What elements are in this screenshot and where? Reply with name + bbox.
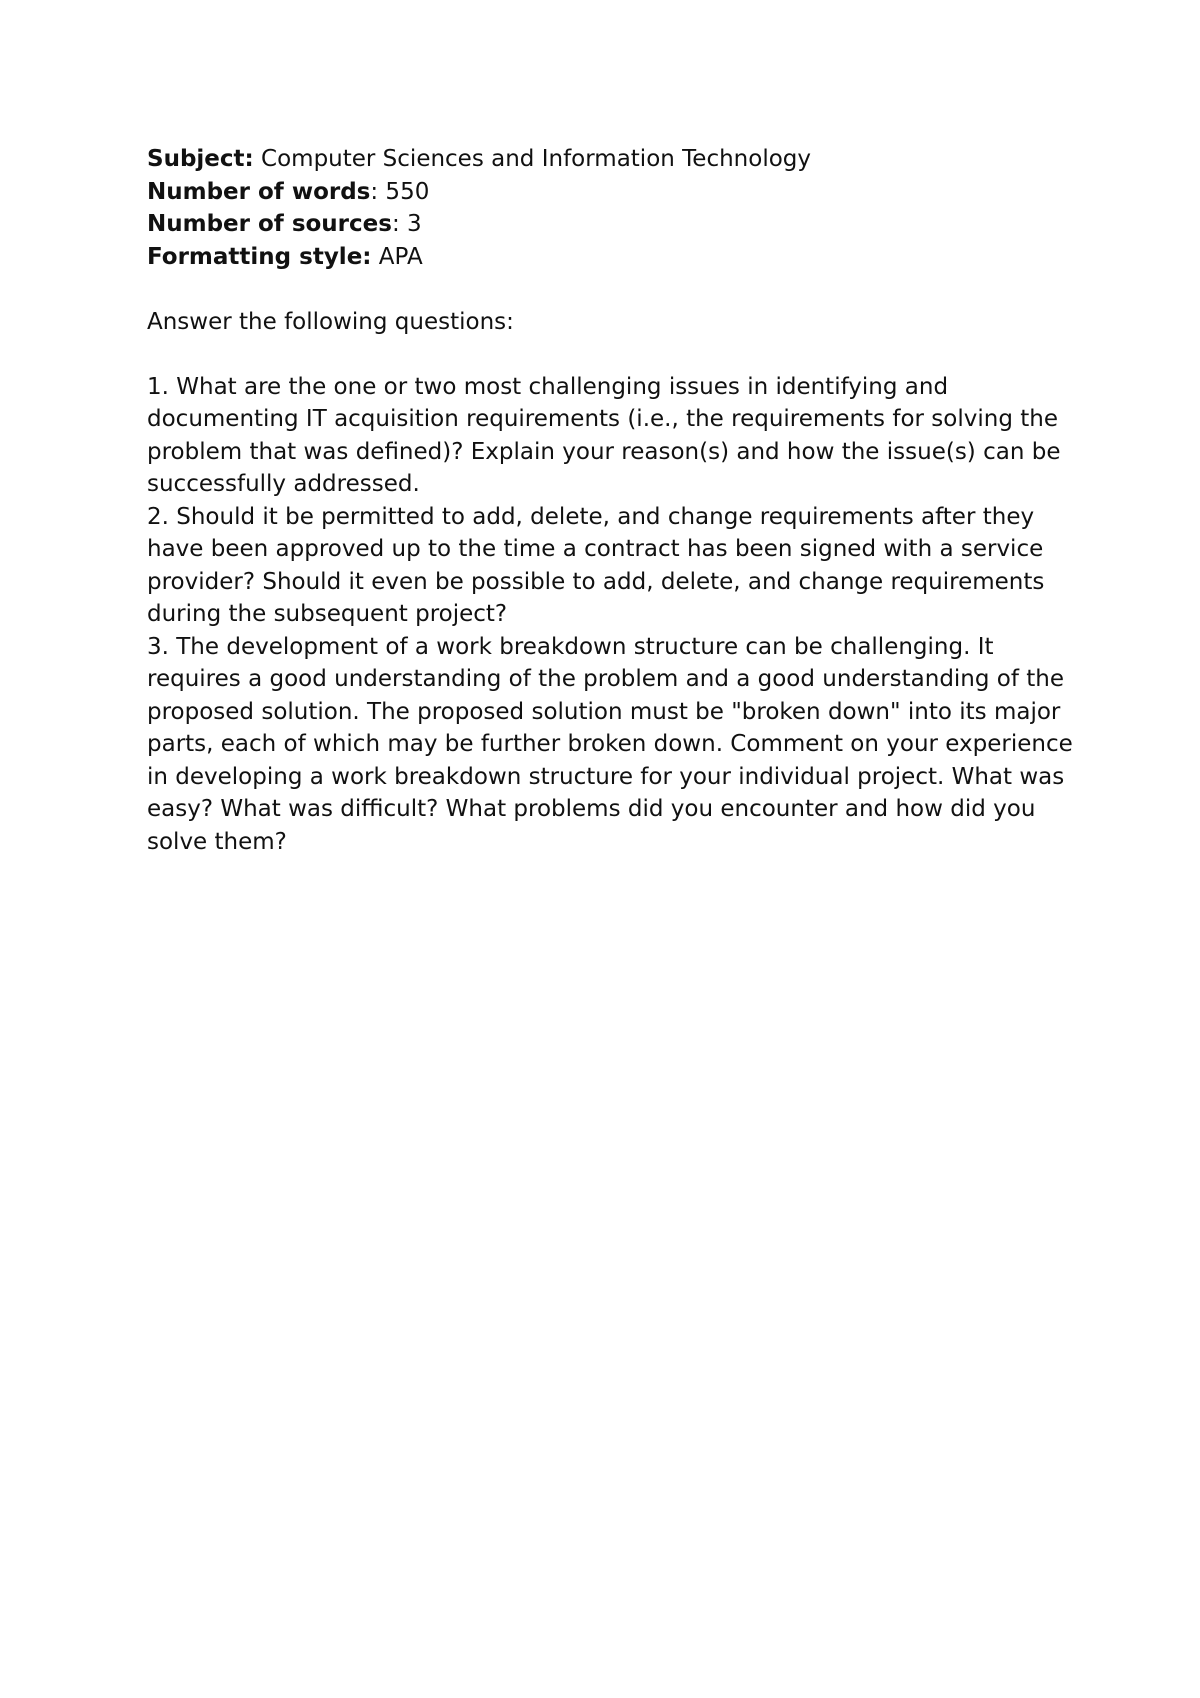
meta-formatting-style-value: APA bbox=[371, 243, 423, 270]
question-1: 1. What are the one or two most challenging issues in identifying and documenting IT acquisition requirements (i.e., the requirements for solving the problem that was defined)? Explain your reason(s) and how the issue(s) can be successfully addressed. bbox=[147, 373, 1061, 497]
meta-source-count-label: Number of sources bbox=[147, 211, 392, 237]
meta-subject bbox=[147, 143, 1077, 176]
meta-source-count bbox=[147, 208, 1077, 241]
spacer bbox=[147, 273, 1077, 306]
instructions-intro: Answer the following questions: bbox=[147, 308, 514, 335]
meta-subject-value: Computer Sciences and Information Technology bbox=[253, 146, 811, 172]
document-body bbox=[147, 143, 1077, 858]
meta-subject-label: Subject: bbox=[147, 146, 254, 172]
meta-formatting-style-label: Formatting style: bbox=[147, 243, 372, 270]
question-3: 3. The development of a work breakdown structure can be challenging. It requires a good understanding of the problem and a good understanding of the proposed solution. The proposed solution must be "broken down" into its major parts, each of which may be further broken down. Comment on your experience in developing a work breakdown structure for your individual project. What was easy? What was difficult? What problems did you encounter and how did you solve them? bbox=[147, 633, 1073, 855]
spacer bbox=[147, 338, 1077, 371]
meta-word-count-label: Number of words bbox=[147, 178, 371, 205]
meta-word-count bbox=[147, 176, 1077, 209]
meta-source-count-value: : 3 bbox=[391, 211, 422, 237]
meta-formatting-style bbox=[147, 241, 1077, 274]
meta-word-count-value: : 550 bbox=[370, 178, 430, 205]
question-2: 2. Should it be permitted to add, delete, and change requirements after they have been approved up to the time a contract has been signed with a service provider? Should it even be possible to add, delete, and change requirements during the subsequent project? bbox=[147, 503, 1045, 627]
